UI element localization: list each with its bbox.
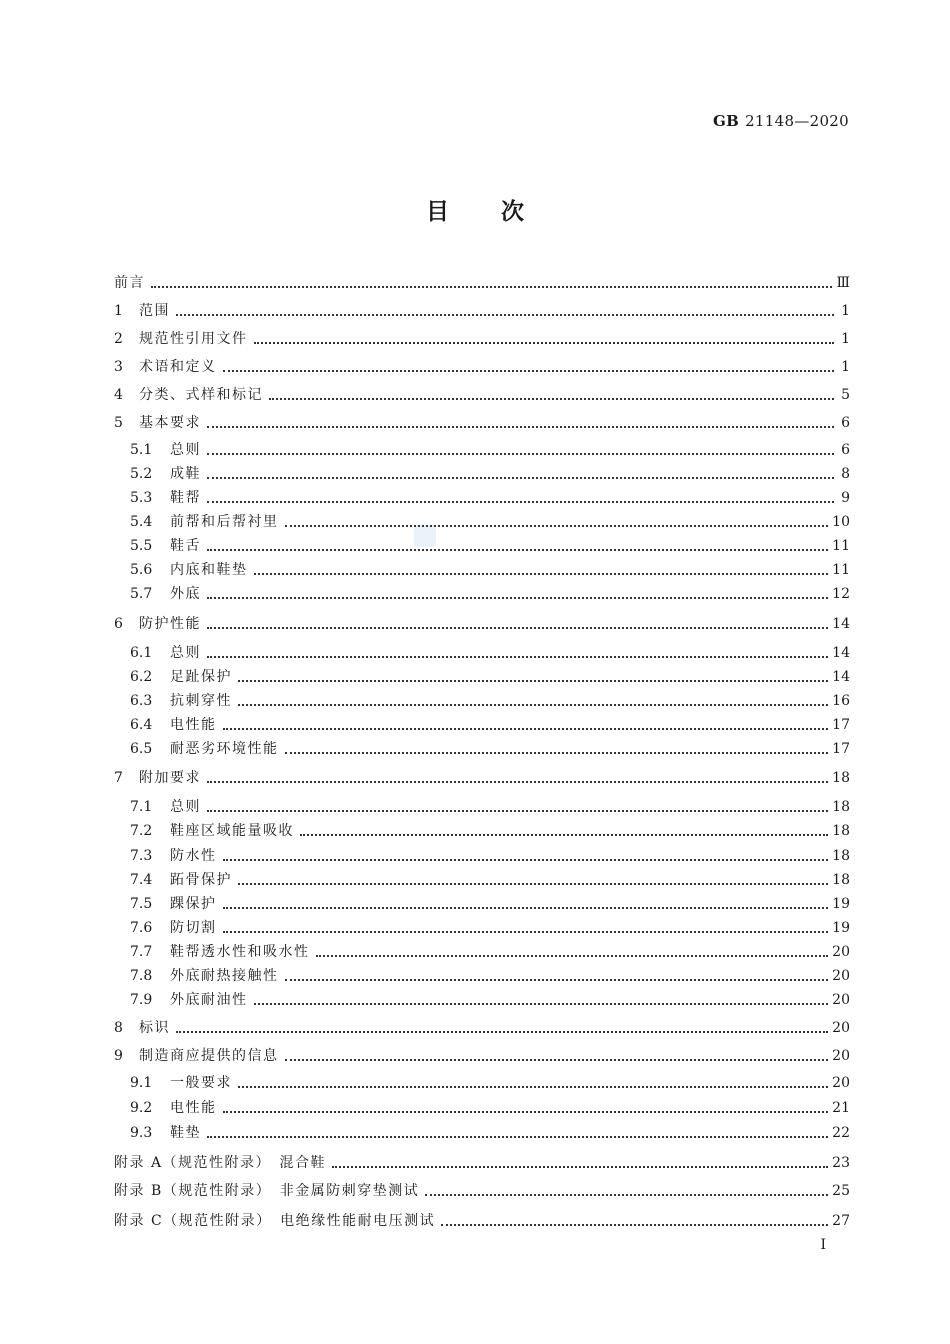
toc-entry-page: 17: [832, 717, 850, 733]
toc-leader-dots: [238, 680, 828, 682]
toc-entry-page: 11: [832, 538, 850, 554]
toc-entry-page: 19: [832, 896, 850, 912]
toc-entry-label: 电性能: [170, 1100, 217, 1116]
toc-leader-dots: [300, 834, 828, 836]
toc-entry-label: 附录 C（规范性附录） 电绝缘性能耐电压测试: [114, 1213, 436, 1229]
toc-entry-page: 18: [832, 823, 850, 839]
toc-entry-page: 9: [841, 490, 850, 506]
toc-entry-page: 14: [832, 669, 850, 685]
toc-entry-label: 成鞋: [170, 466, 201, 482]
toc-entry-page: 1: [841, 331, 850, 347]
toc-leader-dots: [207, 627, 828, 629]
toc-leader-dots: [254, 1003, 829, 1005]
toc-entry-page: 14: [832, 616, 850, 632]
toc-entry-page: 17: [832, 741, 850, 757]
toc-entry-page: 22: [832, 1125, 850, 1141]
toc-entry-label: 范围: [139, 303, 170, 319]
toc-entry-label: 鞋帮透水性和吸水性: [170, 944, 310, 960]
toc-entry[interactable]: [130, 738, 850, 760]
toc-entry[interactable]: [114, 272, 850, 294]
toc-entry-number: 8: [114, 1020, 123, 1036]
toc-leader-dots: [285, 752, 829, 754]
toc-entry[interactable]: [130, 487, 850, 509]
page-folio: I: [820, 1237, 826, 1253]
toc-entry-number: 5: [114, 415, 123, 431]
toc-entry-label: 标识: [139, 1020, 170, 1036]
toc-entry-number: 5.6: [130, 562, 153, 578]
toc-entry-page: 19: [832, 920, 850, 936]
toc-leader-dots: [285, 525, 829, 527]
toc-entry-page: 10: [832, 514, 850, 530]
toc-entry[interactable]: [130, 1097, 850, 1119]
toc-leader-dots: [254, 573, 829, 575]
toc-entry-page: 1: [841, 359, 850, 375]
toc-entry-page: 6: [841, 415, 850, 431]
toc-entry-number: 5.3: [130, 490, 153, 506]
toc-entry-label: 附录 A（规范性附录） 混合鞋: [114, 1155, 327, 1171]
toc-entry-page: 16: [832, 693, 850, 709]
toc-leader-dots: [207, 426, 834, 428]
toc-entry[interactable]: [130, 511, 850, 533]
toc-entry-number: 7.9: [130, 992, 153, 1008]
toc-entry-label: 电性能: [170, 717, 217, 733]
toc-entry-page: Ⅲ: [836, 275, 850, 291]
toc-entry-page: 18: [832, 770, 850, 786]
toc-entry-label: 总则: [170, 442, 201, 458]
toc-entry-label: 术语和定义: [139, 359, 217, 375]
toc-leader-dots: [207, 1136, 828, 1138]
toc-entry-page: 20: [832, 944, 850, 960]
toc-entry[interactable]: [114, 384, 850, 406]
toc-leader-dots: [207, 453, 834, 455]
toc-entry-label: 前言: [114, 275, 145, 291]
toc-entry-page: 27: [832, 1213, 850, 1229]
toc-entry[interactable]: [130, 869, 850, 891]
toc-entry-label: 总则: [170, 799, 201, 815]
toc-entry-label: 鞋舌: [170, 538, 201, 554]
toc-leader-dots: [238, 704, 828, 706]
toc-entry-number: 7.3: [130, 848, 153, 864]
toc-leader-dots: [285, 1059, 829, 1061]
toc-entry-page: 5: [841, 387, 850, 403]
toc-entry[interactable]: [114, 613, 850, 635]
toc-entry-label: 总则: [170, 645, 201, 661]
toc-entry[interactable]: [130, 666, 850, 688]
toc-entry-number: 6.3: [130, 693, 153, 709]
toc-entry-label: 防护性能: [139, 616, 201, 632]
toc-entry-number: 7.6: [130, 920, 153, 936]
toc-entry-number: 6.4: [130, 717, 153, 733]
toc-leader-dots: [207, 597, 828, 599]
toc-entry[interactable]: [114, 1210, 850, 1232]
toc-leader-dots: [223, 1111, 829, 1113]
toc-entry-page: 18: [832, 848, 850, 864]
toc-entry[interactable]: [114, 767, 850, 789]
toc-entry[interactable]: [130, 917, 850, 939]
toc-entry-label: 内底和鞋垫: [170, 562, 248, 578]
toc-leader-dots: [223, 931, 829, 933]
toc-entry-page: 23: [832, 1155, 850, 1171]
toc-entry-number: 7.2: [130, 823, 153, 839]
toc-entry[interactable]: [130, 845, 850, 867]
toc-leader-dots: [238, 1086, 828, 1088]
toc-entry-label: 外底耐油性: [170, 992, 248, 1008]
toc-entry[interactable]: [114, 356, 850, 378]
toc-entry-page: 20: [832, 992, 850, 1008]
toc-entry-number: 6: [114, 616, 123, 632]
toc-leader-dots: [176, 314, 834, 316]
toc-entry-page: 11: [832, 562, 850, 578]
toc-entry-label: 防水性: [170, 848, 217, 864]
page-title: 目次: [426, 199, 576, 225]
toc-entry-number: 5.4: [130, 514, 153, 530]
toc-entry-number: 7.4: [130, 872, 153, 888]
toc-entry-number: 7.5: [130, 896, 153, 912]
toc-entry-number: 5.7: [130, 586, 153, 602]
toc-entry-label: 制造商应提供的信息: [139, 1048, 279, 1064]
toc-entry-page: 25: [832, 1183, 850, 1199]
toc-entry-label: 鞋帮: [170, 490, 201, 506]
toc-leader-dots: [207, 781, 828, 783]
toc-entry-label: 基本要求: [139, 415, 201, 431]
toc-leader-dots: [207, 501, 834, 503]
toc-entry-label: 前帮和后帮衬里: [170, 514, 279, 530]
toc-leader-dots: [425, 1194, 828, 1196]
toc-entry-number: 6.2: [130, 669, 153, 685]
toc-entry-page: 20: [832, 1048, 850, 1064]
toc-entry-number: 3: [114, 359, 123, 375]
toc-entry-number: 7.7: [130, 944, 153, 960]
toc-leader-dots: [223, 370, 835, 372]
toc-entry[interactable]: [130, 439, 850, 461]
toc-entry-number: 2: [114, 331, 123, 347]
toc-entry-label: 规范性引用文件: [139, 331, 248, 347]
toc-entry[interactable]: [114, 300, 850, 322]
toc-entry-number: 9: [114, 1048, 123, 1064]
toc-entry-label: 分类、式样和标记: [139, 387, 263, 403]
toc-entry-page: 14: [832, 645, 850, 661]
standard-number: 21148—2020: [745, 112, 849, 130]
toc-entry-label: 外底: [170, 586, 201, 602]
toc-entry-label: 踝保护: [170, 896, 217, 912]
toc-entry-label: 跖骨保护: [170, 872, 232, 888]
toc-entry-label: 耐恶劣环境性能: [170, 741, 279, 757]
toc-entry-label: 外底耐热接触性: [170, 968, 279, 984]
toc-entry-number: 7.8: [130, 968, 153, 984]
toc-entry[interactable]: [114, 1017, 850, 1039]
toc-leader-dots: [223, 728, 829, 730]
toc-entry-number: 9.1: [130, 1075, 153, 1091]
toc-leader-dots: [238, 883, 828, 885]
toc-entry[interactable]: [130, 941, 850, 963]
toc-leader-dots: [207, 477, 834, 479]
toc-entry[interactable]: [130, 690, 850, 712]
toc-leader-dots: [254, 342, 835, 344]
toc-entry[interactable]: [114, 328, 850, 350]
toc-entry[interactable]: [130, 820, 850, 842]
standard-prefix: GB: [713, 112, 740, 130]
toc-entry[interactable]: [130, 1122, 850, 1144]
toc-leader-dots: [207, 810, 828, 812]
toc-entry-number: 4: [114, 387, 123, 403]
toc-entry-page: 12: [832, 586, 850, 602]
toc-leader-dots: [223, 907, 829, 909]
toc-entry[interactable]: [130, 535, 850, 557]
toc-entry[interactable]: [114, 412, 850, 434]
toc-entry-number: 5.5: [130, 538, 153, 554]
toc-entry-page: 18: [832, 799, 850, 815]
toc-entry-number: 9.3: [130, 1125, 153, 1141]
toc-entry-number: 6.1: [130, 645, 153, 661]
toc-entry-label: 抗刺穿性: [170, 693, 232, 709]
toc-entry[interactable]: [130, 714, 850, 736]
toc-entry-page: 18: [832, 872, 850, 888]
toc-entry-label: 足趾保护: [170, 669, 232, 685]
toc-entry-label: 附录 B（规范性附录） 非金属防刺穿垫测试: [114, 1183, 420, 1199]
toc-leader-dots: [207, 656, 828, 658]
toc-entry-number: 5.2: [130, 466, 153, 482]
toc-entry-page: 20: [832, 1075, 850, 1091]
toc-entry-number: 6.5: [130, 741, 153, 757]
toc-leader-dots: [316, 955, 829, 957]
toc-leader-dots: [207, 549, 828, 551]
toc-entry[interactable]: [130, 642, 850, 664]
toc-entry[interactable]: [114, 1152, 850, 1174]
toc-entry[interactable]: [130, 463, 850, 485]
toc-leader-dots: [269, 398, 834, 400]
toc-entry-number: 9.2: [130, 1100, 153, 1116]
toc-entry-page: 8: [841, 466, 850, 482]
toc-entry-page: 1: [841, 303, 850, 319]
toc-entry-page: 20: [832, 1020, 850, 1036]
toc-entry-label: 一般要求: [170, 1075, 232, 1091]
toc-entry[interactable]: [130, 796, 850, 818]
toc-entry[interactable]: [114, 1180, 850, 1202]
toc-entry[interactable]: [130, 1072, 850, 1094]
toc-entry-page: 6: [841, 442, 850, 458]
toc-entry-number: 7.1: [130, 799, 153, 815]
toc-leader-dots: [223, 859, 829, 861]
toc-entry[interactable]: [130, 893, 850, 915]
toc-entry[interactable]: [130, 989, 850, 1011]
toc-entry[interactable]: [130, 583, 850, 605]
toc-entry-number: 5.1: [130, 442, 153, 458]
toc-leader-dots: [151, 286, 832, 288]
toc-leader-dots: [441, 1224, 828, 1226]
toc-leader-dots: [285, 979, 829, 981]
toc-entry[interactable]: [114, 1045, 850, 1067]
toc-entry-label: 附加要求: [139, 770, 201, 786]
toc-leader-dots: [176, 1031, 828, 1033]
toc-leader-dots: [332, 1166, 828, 1168]
toc-entry-number: 7: [114, 770, 123, 786]
toc-entry[interactable]: [130, 559, 850, 581]
toc-entry-label: 鞋座区域能量吸收: [170, 823, 294, 839]
toc-entry-page: 20: [832, 968, 850, 984]
toc-entry-label: 鞋垫: [170, 1125, 201, 1141]
toc-entry[interactable]: [130, 965, 850, 987]
toc-entry-number: 1: [114, 303, 123, 319]
toc-entry-page: 21: [832, 1100, 850, 1116]
toc-entry-label: 防切割: [170, 920, 217, 936]
